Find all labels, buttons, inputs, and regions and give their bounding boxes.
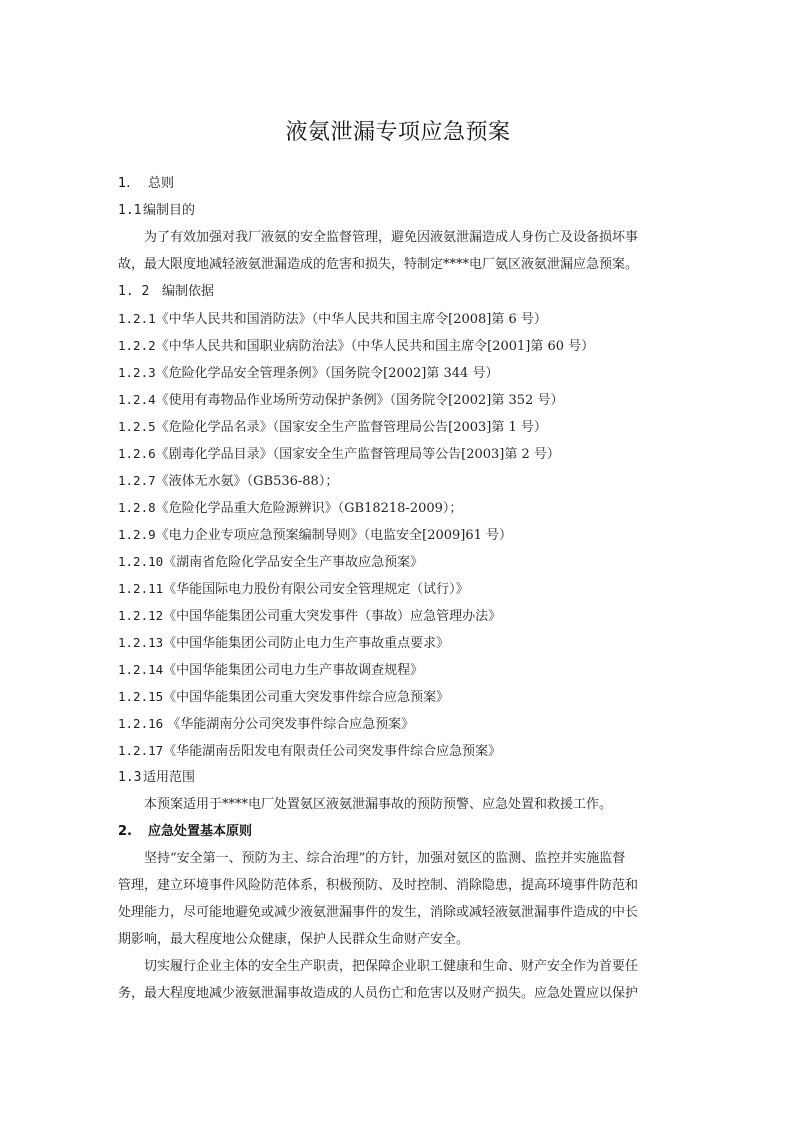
paragraph-line: 务，最大程度地减少液氨泄漏事故造成的人员伤亡和危害以及财产损失。应急处置应以保护 (118, 986, 639, 1001)
reference-item (118, 629, 678, 656)
reference-number: 1.2.15 (118, 689, 164, 704)
section-number: 1.1 (118, 203, 142, 218)
section-label: 编制依据 (162, 284, 215, 299)
reference-text: 《危险化学品安全管理条例》（国务院令[2002]第 344 号） (155, 366, 499, 381)
paragraph-line: 故，最大限度地减轻液氨泄漏造成的危害和损失，特制定****电厂氨区液氨泄漏应急预案。 (118, 257, 639, 272)
reference-text: 《湖南省危险化学品安全生产事故应急预案》 (163, 555, 424, 570)
reference-number: 1.2.9 (118, 527, 156, 542)
paragraph-line: 坚持“安全第一、预防为主、综合治理”的方针，加强对氨区的监测、监控并实施监督 (144, 851, 626, 866)
section-number: 2. (118, 824, 132, 839)
reference-text: 《华能国际电力股份有限公司安全管理规定（试行）》 (163, 582, 469, 597)
reference-item (118, 737, 678, 764)
reference-number: 1.2.1 (118, 311, 156, 326)
reference-text: 《中国华能集团公司防止电力生产事故重点要求》 (163, 636, 450, 651)
reference-number: 1.2.13 (118, 635, 164, 650)
reference-number: 1.2.10 (118, 554, 164, 569)
reference-item (118, 656, 678, 683)
reference-text: 《中国华能集团公司重大突发事件综合应急预案》 (163, 690, 450, 705)
reference-number: 1.2.4 (118, 392, 156, 407)
section-heading-1 (118, 170, 678, 197)
section-number: 1. (118, 176, 131, 191)
reference-item (118, 710, 678, 737)
section-label: 总则 (148, 176, 175, 191)
section-label: 编制目的 (143, 203, 196, 218)
reference-item (118, 602, 678, 629)
reference-item (118, 332, 678, 359)
paragraph-line: 管理，建立环境事件风险防范体系，积极预防、及时控制、消除隐患，提高环境事件防范和 (118, 878, 639, 893)
reference-text: 《中国华能集团公司电力生产事故调查规程》 (163, 663, 424, 678)
reference-number: 1.2.3 (118, 365, 156, 380)
reference-text: 《华能湖南岳阳发电有限责任公司突发事件综合应急预案》 (163, 744, 502, 759)
reference-number: 1.2.11 (118, 581, 164, 596)
reference-text: 《危险化学品名录》（国家安全生产监督管理局公告[2003]第 1 号） (155, 420, 547, 435)
reference-item (118, 521, 678, 548)
reference-item (118, 359, 678, 386)
reference-text: 《华能湖南分公司突发事件综合应急预案》 (163, 717, 415, 732)
section-number: 1.3 (118, 770, 142, 785)
reference-text: 《剧毒化学品目录》（国家安全生产监督管理局等公告[2003]第 2 号） (155, 447, 560, 462)
document-body (118, 170, 678, 1007)
section-heading-1-3 (118, 764, 678, 791)
reference-text: 《危险化学品重大危险源辨识》（GB18218-2009）； (155, 501, 463, 516)
reference-item (118, 440, 678, 467)
paragraph-line: 为了有效加强对我厂液氨的安全监督管理，避免因液氨泄漏造成人身伤亡及设备损坏事 (144, 230, 639, 245)
reference-text: 《使用有毒物品作业场所劳动保护条例》（国务院令[2002]第 352 号） (155, 393, 564, 408)
reference-number: 1.2.16 (118, 716, 164, 731)
reference-item (118, 467, 678, 494)
reference-number: 1.2.5 (118, 419, 156, 434)
section-heading-1-2 (118, 278, 678, 305)
reference-item (118, 386, 678, 413)
paragraph-line: 处理能力，尽可能地避免或减少液氨泄漏事件的发生，消除或减轻液氨泄漏事件造成的中长 (118, 905, 639, 920)
paragraph-line: 期影响，最大程度地公众健康，保护人民群众生命财产安全。 (118, 932, 470, 947)
reference-item (118, 413, 678, 440)
reference-number: 1.2.12 (118, 608, 164, 623)
document-title: 液氨泄漏专项应急预案 (285, 120, 511, 145)
reference-item (118, 305, 678, 332)
section-heading-1-1 (118, 197, 678, 224)
section-label: 应急处置基本原则 (148, 824, 253, 839)
reference-number: 1.2.2 (118, 338, 156, 353)
section-heading-2 (118, 818, 678, 845)
reference-number: 1.2.17 (118, 743, 164, 758)
paragraph-line: 本预案适用于****电厂处置氨区液氨泄漏事故的预防预警、应急处置和救援工作。 (144, 797, 613, 812)
reference-number: 1.2.7 (118, 473, 156, 488)
reference-text: 《中国华能集团公司重大突发事件（事故）应急管理办法》 (163, 609, 502, 624)
reference-text: 《中华人民共和国消防法》（中华人民共和国主席令[2008]第 6 号） (155, 312, 547, 327)
reference-item (118, 683, 678, 710)
paragraph-line: 切实履行企业主体的安全生产职责，把保障企业职工健康和生命、财产安全作为首要任 (144, 959, 639, 974)
reference-text: 《中华人民共和国职业病防治法》（中华人民共和国主席令[2001]第 60 号） (155, 339, 595, 354)
section-label: 适用范围 (143, 770, 196, 785)
section-number: 1. 2 (118, 284, 150, 299)
reference-item (118, 548, 678, 575)
reference-text: 《液体无水氨》（GB536-88）； (155, 474, 339, 489)
reference-number: 1.2.8 (118, 500, 156, 515)
reference-item (118, 494, 678, 521)
reference-number: 1.2.6 (118, 446, 156, 461)
reference-text: 《电力企业专项应急预案编制导则》（电监安全[2009]61 号） (155, 528, 513, 543)
reference-number: 1.2.14 (118, 662, 164, 677)
reference-item (118, 575, 678, 602)
